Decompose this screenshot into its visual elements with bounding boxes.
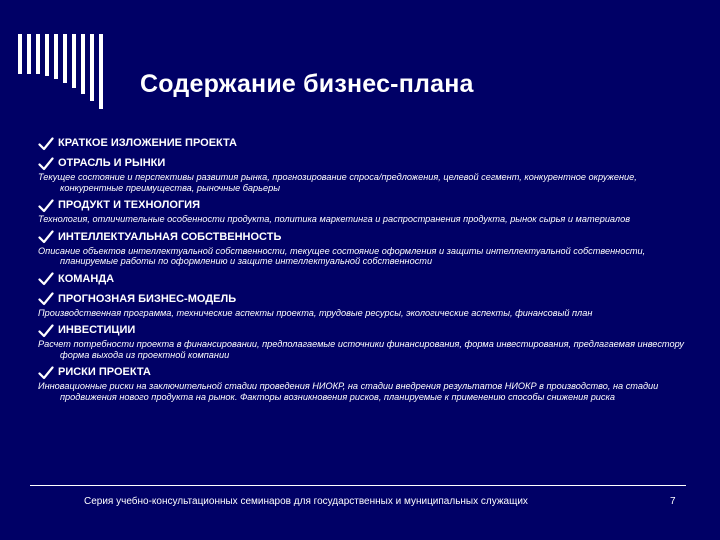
section-heading bbox=[38, 272, 686, 287]
section-heading bbox=[38, 198, 686, 213]
section-item bbox=[38, 292, 686, 319]
section-item bbox=[38, 230, 686, 267]
section-heading bbox=[38, 230, 686, 245]
section-heading-label: ПРОДУКТ И ТЕХНОЛОГИЯ bbox=[58, 199, 200, 211]
section-heading bbox=[38, 365, 686, 380]
checkmark-icon bbox=[38, 324, 54, 338]
section-description: Описание объектов интеллектуальной собственности, текущее состояние оформления и защиты интеллектуальной собственности, планируемые работы по оформлению и защите интеллектуальной собственности bbox=[38, 245, 646, 266]
section-description: Производственная программа, технические аспекты проекта, трудовые ресурсы, экологические аспекты, финансовый план bbox=[38, 307, 593, 318]
decor-bar bbox=[90, 34, 94, 101]
decor-bar bbox=[45, 34, 49, 76]
section-heading bbox=[38, 292, 686, 307]
footer-divider bbox=[30, 485, 686, 486]
checkmark-icon bbox=[38, 292, 54, 306]
decor-bar bbox=[63, 34, 67, 83]
section-heading-label: КОМАНДА bbox=[58, 272, 115, 285]
section-heading-label: ИНТЕЛЛЕКТУАЛЬНАЯ СОБСТВЕННОСТЬ bbox=[58, 230, 282, 243]
section-item bbox=[38, 198, 686, 225]
page-number: 7 bbox=[670, 496, 676, 507]
section-item bbox=[38, 323, 686, 360]
decor-bar bbox=[27, 34, 31, 74]
section-item bbox=[38, 272, 686, 287]
section-item bbox=[38, 156, 686, 193]
section-heading-label: ОТРАСЛЬ И РЫНКИ bbox=[58, 157, 166, 169]
section-item bbox=[38, 365, 686, 402]
vertical-bars-decoration bbox=[18, 34, 103, 109]
section-heading bbox=[38, 323, 686, 338]
section-heading bbox=[38, 156, 686, 171]
section-item bbox=[38, 136, 686, 151]
slide-title: Содержание бизнес-плана bbox=[140, 70, 474, 98]
section-description: Технология, отличительные особенности продукта, политика маркетинга и распространения продукта, рынок сырья и материалов bbox=[38, 214, 631, 224]
section-heading bbox=[38, 136, 686, 151]
checkmark-icon bbox=[38, 199, 54, 213]
checkmark-icon bbox=[38, 230, 54, 244]
decor-bar bbox=[99, 34, 103, 109]
footer-text: Серия учебно-консультационных семинаров для государственных и муниципальных служащих bbox=[84, 496, 528, 507]
section-list bbox=[38, 136, 686, 407]
section-heading-label: ПРОГНОЗНАЯ БИЗНЕС-МОДЕЛЬ bbox=[58, 292, 237, 305]
decor-bar bbox=[54, 34, 58, 79]
checkmark-icon bbox=[38, 366, 54, 380]
section-heading-label: ИНВЕСТИЦИИ bbox=[58, 324, 136, 336]
checkmark-icon bbox=[38, 272, 54, 286]
section-description: Расчет потребности проекта в финансировании, предполагаемые источники финансирования, форма инвестирования, предлагаемая инвестору форма выхода из проектной компании bbox=[38, 339, 684, 360]
decor-bar bbox=[72, 34, 76, 88]
section-heading-label: РИСКИ ПРОЕКТА bbox=[58, 366, 151, 378]
decor-bar bbox=[18, 34, 22, 74]
section-description: Текущее состояние и перспективы развития рынка, прогнозирование спроса/предложения, целевой сегмент, конкурентное окружение, конкурентные преимущества, рыночные барьеры bbox=[38, 172, 637, 193]
checkmark-icon bbox=[38, 137, 54, 151]
checkmark-icon bbox=[38, 157, 54, 171]
decor-bar bbox=[36, 34, 40, 74]
section-heading-label: КРАТКОЕ ИЗЛОЖЕНИЕ ПРОЕКТА bbox=[58, 137, 237, 149]
decor-bar bbox=[81, 34, 85, 94]
section-description: Инновационные риски на заключительной стадии проведения НИОКР, на стадии внедрения результатов НИОКР в производство, на стадии продвижения нового продукта на рынок. Факторы возникновения рисков, планируемые к применению способы снижения риска bbox=[38, 381, 659, 402]
